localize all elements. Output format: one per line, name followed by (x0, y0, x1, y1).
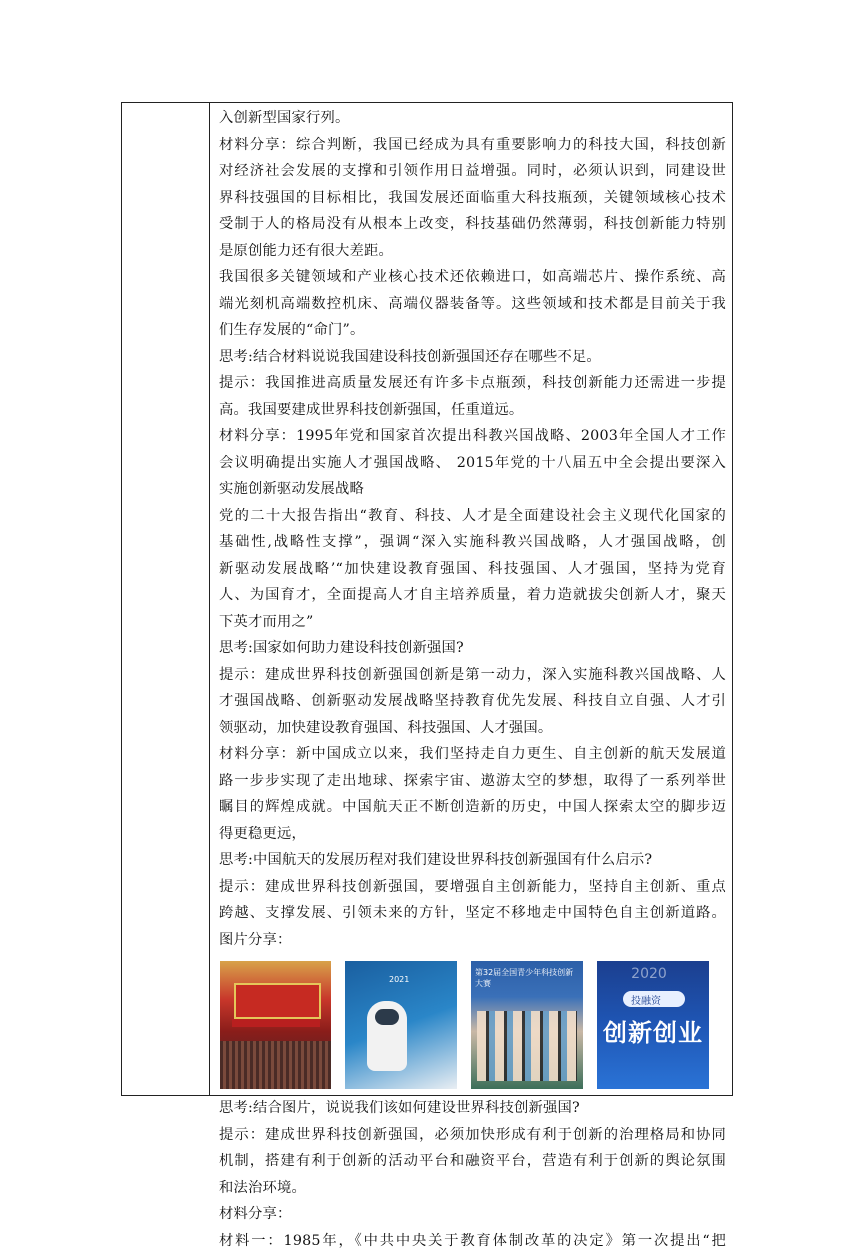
text-line: 材料分享：新中国成立以来，我们坚持走自力更生、自主创新的航天发展道 (219, 741, 726, 768)
photo4-year: 2020 (605, 969, 693, 979)
text-line: 得更稳更远， (219, 821, 726, 848)
text-line: 端光刻机高端数控机床、高端仪器装备等。这些领域和技术都是目前关于我 (219, 291, 726, 318)
text-line: 会议明确提出实施人才强国战略、 2015年党的十八届五中全会提出要深入 (219, 450, 726, 477)
text-line: 我国很多关键领域和产业核心技术还依赖进口，如高端芯片、操作系统、高 (219, 264, 726, 291)
photo3-caption: 第32届全国青少年科技创新大赛 (475, 967, 579, 989)
text-line: 高。我国要建成世界科技创新强国，任重道远。 (219, 397, 726, 424)
photo-astronaut-model (345, 961, 457, 1089)
stage-shape (234, 983, 321, 1019)
text-line: 实施创新驱动发展战略 (219, 476, 726, 503)
visor-shape (375, 1009, 399, 1025)
text-line: 路一步步实现了走出地球、探索宇宙、遨游太空的梦想，取得了一系列举世 (219, 768, 726, 795)
text-line: 才强国战略、创新驱动发展战略坚持教育优先发展、科技自立自强、人才引 (219, 688, 726, 715)
text-line: 思考:结合图片，说说我们该如何建设世界科技创新强国? (219, 1095, 726, 1122)
text-line: 人、为国育才，全面提高人才自主培养质量，着力造就拔尖创新人才，聚天 (219, 582, 726, 609)
text-line: 是原创能力还有很大差距。 (219, 238, 726, 265)
text-line: 图片分享： (219, 927, 726, 954)
text-block-before-images (219, 105, 726, 953)
text-line: 思考:国家如何助力建设科技创新强国? (219, 635, 726, 662)
content-table (121, 102, 733, 1096)
photo-innovation-poster (597, 961, 709, 1089)
text-line: 思考:中国航天的发展历程对我们建设世界科技创新强国有什么启示? (219, 847, 726, 874)
text-line: 提示：建成世界科技创新强国创新是第一动力，深入实施科教兴国战略、人 (219, 662, 726, 689)
text-line: 新驱动发展战略’“加快建设教育强国、科技强国、人才强国，坚持为党育 (219, 556, 726, 583)
text-line: 材料一：1985年，《中共中央关于教育体制改革的决定》第一次提出“把 (219, 1228, 726, 1254)
group-people-shape (477, 1011, 577, 1081)
photo4-title: 创新创业 (603, 1013, 703, 1048)
text-line: 材料分享：1995年党和国家首次提出科教兴国战略、2003年全国人才工作 (219, 423, 726, 450)
text-line: 基础性,战略性支撑”，强调“深入实施科教兴国战略，人才强国战略，创 (219, 529, 726, 556)
photo4-top-label: 投融资 (631, 992, 661, 1007)
text-line: 提示：建成世界科技创新强国，必须加快形成有利于创新的治理格局和协同 (219, 1122, 726, 1149)
text-line: 们生存发展的“命门”。 (219, 317, 726, 344)
text-line: 和法治环境。 (219, 1175, 726, 1202)
text-line: 界科技强国的目标相比，我国发展还面临重大科技瓶颈，关键领域核心技术 (219, 185, 726, 212)
text-line: 入创新型国家行列。 (219, 105, 726, 132)
text-line: 瞩目的辉煌成就。中国航天正不断创造新的历史，中国人探索太空的脚步迈 (219, 794, 726, 821)
text-line: 材料分享：综合判断，我国已经成为具有重要影响力的科技大国，科技创新 (219, 132, 726, 159)
text-line: 对经济社会发展的支撑和引领作用日益增强。同时，必须认识到，同建设世 (219, 158, 726, 185)
text-line: 下英才而用之” (219, 609, 726, 636)
text-line: 跨越、支撑发展、引领未来的方针，坚定不移地走中国特色自主创新道路。 (219, 900, 726, 927)
text-line: 机制，搭建有利于创新的活动平台和融资平台，营造有利于创新的舆论氛围 (219, 1148, 726, 1175)
seats-shape (220, 1041, 331, 1089)
text-line: 思考:结合材料说说我国建设科技创新强国还存在哪些不足。 (219, 344, 726, 371)
text-line: 受制于人的格局没有从根本上改变，科技基础仍然薄弱，科技创新能力特别 (219, 211, 726, 238)
text-line: 材料分享： (219, 1201, 726, 1228)
text-line: 提示：建成世界科技创新强国，要增强自主创新能力，坚持自主创新、重点 (219, 874, 726, 901)
text-block-after-images (219, 1095, 726, 1254)
right-column-cell (210, 103, 732, 1095)
photo-science-contest-group (471, 961, 583, 1089)
text-line: 领驱动，加快建设教育强国、科技强国、人才强国。 (219, 715, 726, 742)
banner-shape (232, 1019, 320, 1027)
left-column-cell (122, 103, 210, 1095)
photo-congress-hall (220, 961, 331, 1089)
text-line: 党的二十大报告指出“教育、科技、人才是全面建设社会主义现代化国家的 (219, 503, 726, 530)
text-line: 提示：我国推进高质量发展还有许多卡点瓶颈，科技创新能力还需进一步提 (219, 370, 726, 397)
photo2-caption: 2021 (389, 975, 409, 984)
image-gallery (220, 961, 726, 1089)
